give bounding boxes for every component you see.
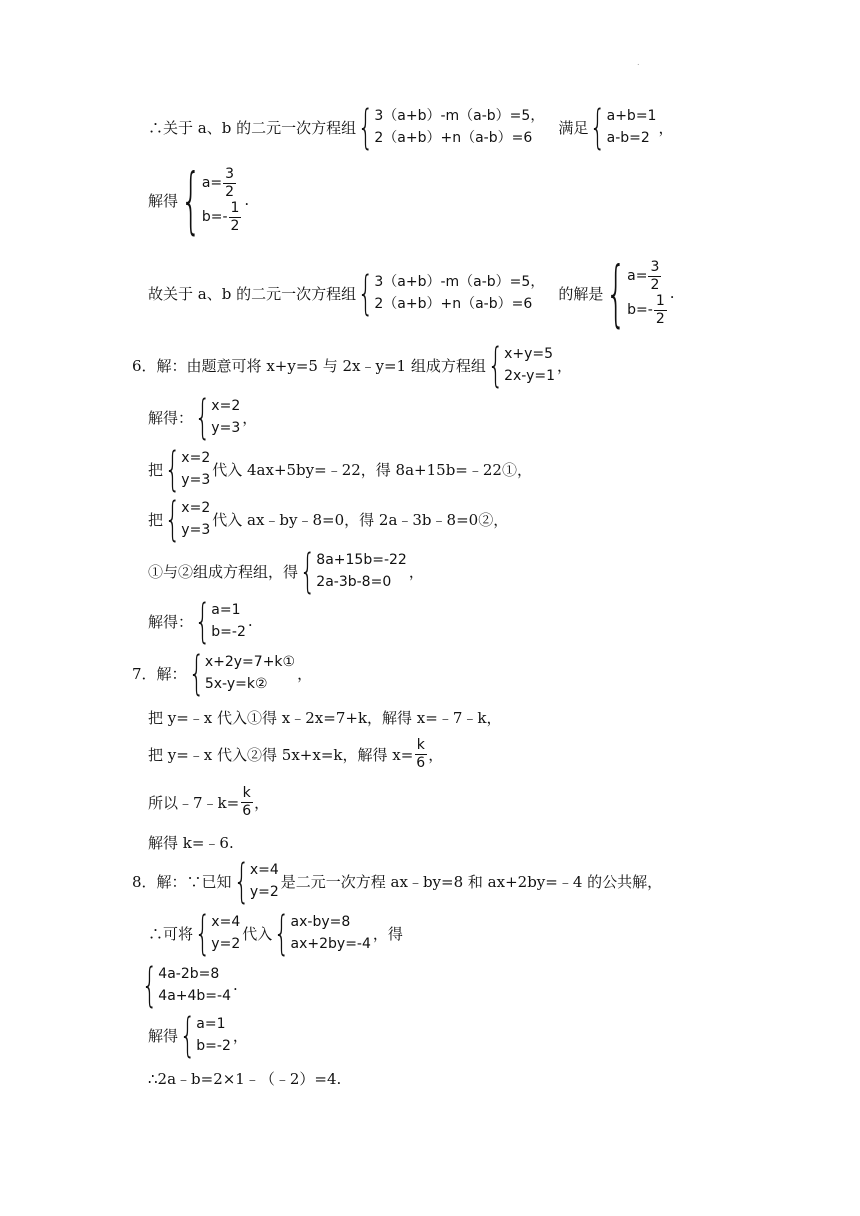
eq: 3（a+b）-m（a-b）=5，: [374, 108, 545, 124]
p8-result-system: { 4a-2b=8 4a+4b=-4: [141, 958, 231, 1012]
p6-l1-text: 解：由题意可将 x+y=5 与 2x﹣y=1 组成方程组: [156, 356, 486, 375]
punct: ，: [242, 408, 258, 427]
p6-combined-system: { 8a+15b=-22 2a-3b-8=0: [299, 544, 407, 598]
problem-number: 7．: [132, 664, 157, 683]
p6-line-5: [148, 544, 424, 598]
brace-icon: {: [164, 492, 181, 546]
p6-line-2: [148, 390, 258, 444]
p8-line-5: ∴2a﹣b=2×1﹣（﹣2）=4.: [148, 1070, 342, 1088]
brace-icon: {: [233, 854, 250, 908]
p8-sub-values: { x=4 y=2: [194, 906, 241, 960]
p5-l1-mid: 满足: [558, 118, 589, 137]
p6-l6-prefix: 解得：: [148, 612, 194, 631]
punct: .: [669, 284, 675, 302]
p6-final-solution: { a=1 b=-2: [194, 594, 246, 648]
p5-final-solution: [605, 251, 667, 335]
fraction: $\frac{3}{2}$: [650, 258, 660, 293]
p7-line-4: [148, 782, 269, 822]
fraction: $\frac{1}{2}$: [655, 292, 665, 327]
p6-l4-text: 代入 ax﹣by﹣8=0，得 2a﹣3b﹣8=0②，: [212, 510, 509, 529]
p8-final-solution: { a=1 b=-2: [179, 1008, 231, 1062]
punct: ，: [557, 356, 573, 375]
brace-icon: {: [180, 158, 202, 242]
brace-icon: {: [179, 1008, 196, 1062]
brace-icon: {: [141, 958, 158, 1012]
brace-icon: {: [357, 100, 374, 154]
p6-l4-prefix: 把: [148, 510, 164, 529]
punct: ，: [297, 664, 313, 683]
eq: 2（a+b）+n（a-b）=6: [374, 296, 533, 312]
brace-icon: {: [194, 594, 211, 648]
punct: ，: [254, 793, 270, 812]
fraction: $\frac{3}{2}$: [225, 165, 235, 200]
p5-line-3: [148, 252, 675, 334]
p5-solution-system: [180, 158, 242, 242]
corner-mark: .: [637, 58, 640, 67]
eq: a+b=1: [606, 108, 657, 124]
p5-l3-mid: 的解是: [558, 284, 604, 303]
punct: .: [247, 612, 253, 630]
p6-l3-text: 代入 4ax+5by=﹣22，得 8a+15b=﹣22①，: [212, 460, 532, 479]
p8-line-3: [140, 958, 238, 1012]
punct: ，: [658, 118, 674, 137]
problem-number: 8．: [132, 872, 157, 891]
p5-system-1: [357, 100, 545, 154]
p8-line-2: [148, 906, 403, 960]
p8-line-1: [132, 854, 663, 908]
brace-icon: {: [194, 906, 211, 960]
p7-l4-text: 所以﹣7﹣k=: [148, 793, 240, 812]
p6-sub-system-2: { x=2 y=3: [164, 492, 211, 546]
p6-line-3: [148, 442, 532, 496]
fraction: $\frac{k}{6}$: [242, 784, 252, 819]
p5-condition-system: [589, 100, 657, 154]
brace-icon: {: [299, 544, 316, 598]
p8-l2-prefix: ∴可将: [148, 924, 194, 943]
p5-l1-prefix: ∴关于 a、b 的二元一次方程组: [148, 118, 357, 137]
p8-equations: { ax-by=8 ax+2by=-4: [273, 906, 371, 960]
p6-system: { x+y=5 2x-y=1: [487, 338, 556, 392]
p6-l5-text: ①与②组成方程组，得: [148, 562, 299, 581]
b-lhs: b=-: [201, 209, 228, 225]
p7-system: { x+2y=7+k① 5x-y=k②: [188, 646, 296, 700]
p8-l1-prefix: 解：∵已知: [156, 872, 232, 891]
eq: 3（a+b）-m（a-b）=5，: [374, 274, 545, 290]
p7-line-3: [148, 734, 443, 774]
punct: ，: [408, 562, 424, 581]
brace-icon: {: [357, 266, 374, 320]
brace-icon: {: [188, 646, 205, 700]
punct: ，: [232, 1026, 248, 1045]
p8-given-solution: { x=4 y=2: [233, 854, 279, 908]
p7-line-5: 解得 k=﹣6.: [148, 834, 234, 852]
p7-line-1: [132, 646, 313, 700]
p6-line-1: [132, 338, 573, 392]
p6-line-6: [148, 594, 253, 648]
punct: .: [244, 191, 250, 209]
p8-line-4: [148, 1008, 248, 1062]
p7-l3-text: 把 y=﹣x 代入②得 5x+x=k，解得 x=: [148, 745, 414, 764]
p6-l3-prefix: 把: [148, 460, 164, 479]
punct: ，: [428, 745, 444, 764]
p5-l3-prefix: 故关于 a、b 的二元一次方程组: [148, 284, 357, 303]
punct: .: [232, 976, 238, 994]
a-lhs: a=: [627, 268, 648, 284]
brace-icon: {: [194, 390, 211, 444]
p7-l1-prefix: 解：: [156, 664, 187, 683]
p5-system-2: [357, 266, 545, 320]
b-lhs: b=-: [627, 302, 653, 318]
p5-line-2: [148, 160, 249, 240]
p7-line-2: 把 y=﹣x 代入①得 x﹣2x=7+k，解得 x=﹣7﹣k，: [148, 709, 502, 727]
problem-number: 6．: [132, 356, 157, 375]
eq: 2（a+b）+n（a-b）=6: [374, 130, 533, 146]
p8-l2-end: ，得: [372, 924, 403, 943]
brace-icon: {: [487, 338, 504, 392]
p8-l4-prefix: 解得: [148, 1026, 179, 1045]
a-lhs: a=: [201, 175, 223, 191]
eq: a-b=2: [606, 130, 650, 146]
p6-l2-prefix: 解得：: [148, 408, 194, 427]
brace-icon: {: [605, 251, 627, 335]
brace-icon: {: [164, 442, 181, 496]
brace-icon: {: [589, 100, 607, 154]
fraction: $\frac{k}{6}$: [416, 736, 426, 771]
p5-line-1: [148, 100, 674, 154]
p5-l2-prefix: 解得: [148, 191, 179, 210]
brace-icon: {: [273, 906, 290, 960]
p8-l2-mid: 代入: [242, 924, 273, 943]
fraction: $\frac{1}{2}$: [230, 199, 240, 234]
p6-sub-system-1: { x=2 y=3: [164, 442, 211, 496]
p6-line-4: [148, 492, 509, 546]
p6-solution: { x=2 y=3: [194, 390, 241, 444]
p8-l1-text: 是二元一次方程 ax﹣by=8 和 ax+2by=﹣4 的公共解，: [280, 872, 663, 891]
